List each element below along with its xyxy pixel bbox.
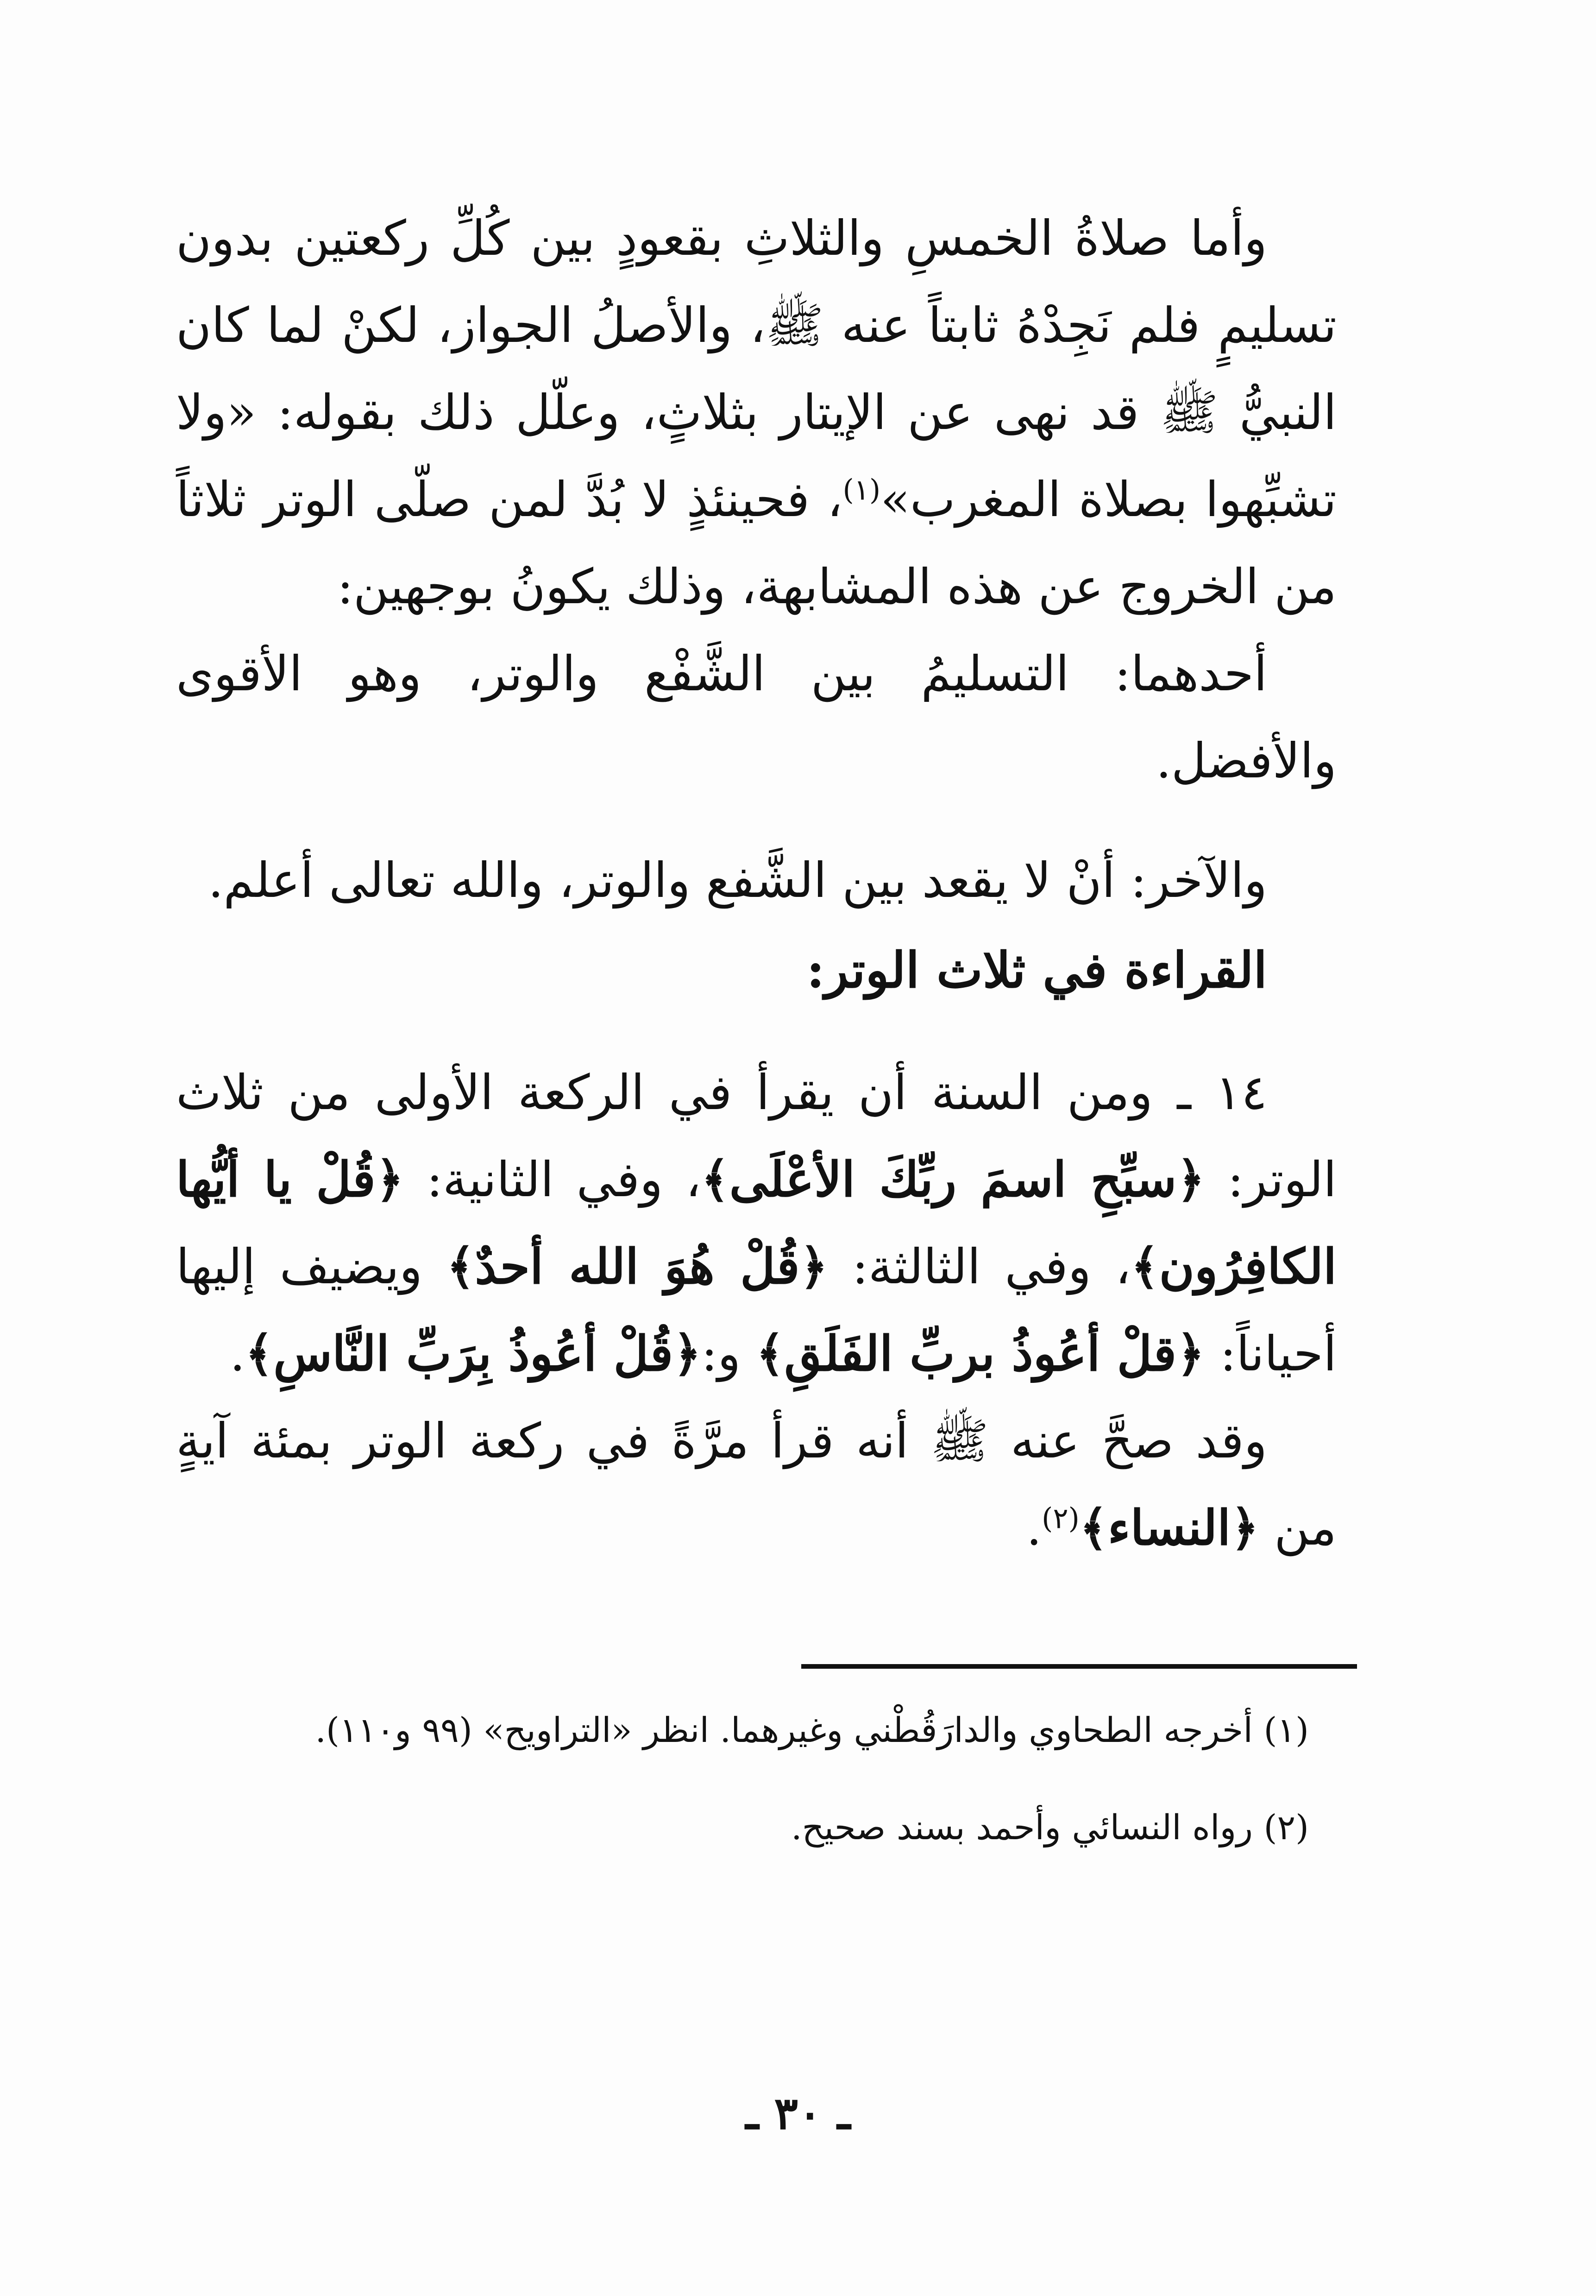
quran-verse: ﴿سبِّحِ اسمَ ربِّكَ الأعْلَى﴾: [701, 1151, 1205, 1208]
paragraph-hundred-verses: [176, 1397, 1337, 1571]
footnote-ref-1: (١): [842, 473, 881, 507]
main-text: [176, 195, 1337, 1571]
footnote-divider: [801, 1664, 1357, 1669]
quran-verse: ﴿قُلْ هُوَ الله أحدٌ﴾: [446, 1238, 828, 1295]
paragraph-recitation: [176, 1049, 1337, 1397]
paragraph-second-way: والآخر: أنْ لا يقعد بين الشَّفع والوتر، والله تعالى أعلم.: [208, 852, 1267, 908]
paragraph-first-way: أحدهما: التسليمُ بين الشَّفْع والوتر، وهو الأقوى والأفضل.: [176, 645, 1337, 789]
quran-verse: ﴿النساء﴾: [1079, 1499, 1259, 1556]
paragraph-text: وأما صلاةُ الخمسِ والثلاثِ بقعودٍ بين كُلِّ ركعتين بدون تسليمٍ فلم نَجِدْهُ ثابتاً عنه ﷺ، والأصلُ الجواز، لكنْ لما كان النبيُّ ﷺ قد نهى عن الإيتار بثلاثٍ، وعلّل ذلك بقوله: «ولا تشبِّهوا بصلاة المغرب»: [176, 210, 1337, 528]
quran-verse: ﴿قلْ أعُوذُ بربِّ الفَلَقِ﴾: [756, 1325, 1205, 1382]
footnotes: [232, 1696, 1337, 1890]
paragraph-text: وقد صحَّ عنه ﷺ أنه قرأ مرَّةً في ركعة الوتر بمئة آيةٍ من: [176, 1413, 1337, 1556]
quran-verse: ﴿قُلْ أعُوذُ بِرَبِّ النَّاسِ﴾: [245, 1325, 702, 1382]
paragraph-text: ، وفي الثالثة:: [852, 1238, 1131, 1295]
quran-verse: ﴿قُلْ يا أيُّها الكافِرُون﴾: [176, 1151, 1337, 1295]
paragraph-text: ١٤ ـ ومن السنة أن يقرأ في الركعة الأولى من ثلاث الوتر:: [176, 1064, 1337, 1208]
paragraph-text: و:: [701, 1325, 741, 1382]
paragraph-text: ، وفي الثانية:: [426, 1151, 701, 1208]
section-heading: القراءة في ثلاث الوتر:: [806, 941, 1267, 999]
footnote-2: (٢) رواه النسائي وأحمد بسند صحيح.: [791, 1808, 1309, 1848]
page-number: ـ ٣٠ ـ: [745, 2087, 851, 2139]
paragraph-witr-five-three: [176, 195, 1337, 630]
paragraph-text: ، فحينئذٍ لا بُدَّ لمن صلّى الوتر ثلاثاً من الخروج عن هذه المشابهة، وذلك يكونُ بوجهين:: [176, 471, 1337, 615]
footnote-1: (١) أخرجه الطحاوي والدارَقُطْني وغيرهما. انظر «التراويح» (٩٩ و١١٠).: [315, 1710, 1309, 1750]
paragraph-text: .: [230, 1325, 245, 1382]
footnote-ref-2: (٢): [1042, 1501, 1080, 1535]
paragraph-text: ويضيف إليها أحياناً:: [176, 1238, 1337, 1382]
paragraph-text: .: [1026, 1500, 1042, 1556]
